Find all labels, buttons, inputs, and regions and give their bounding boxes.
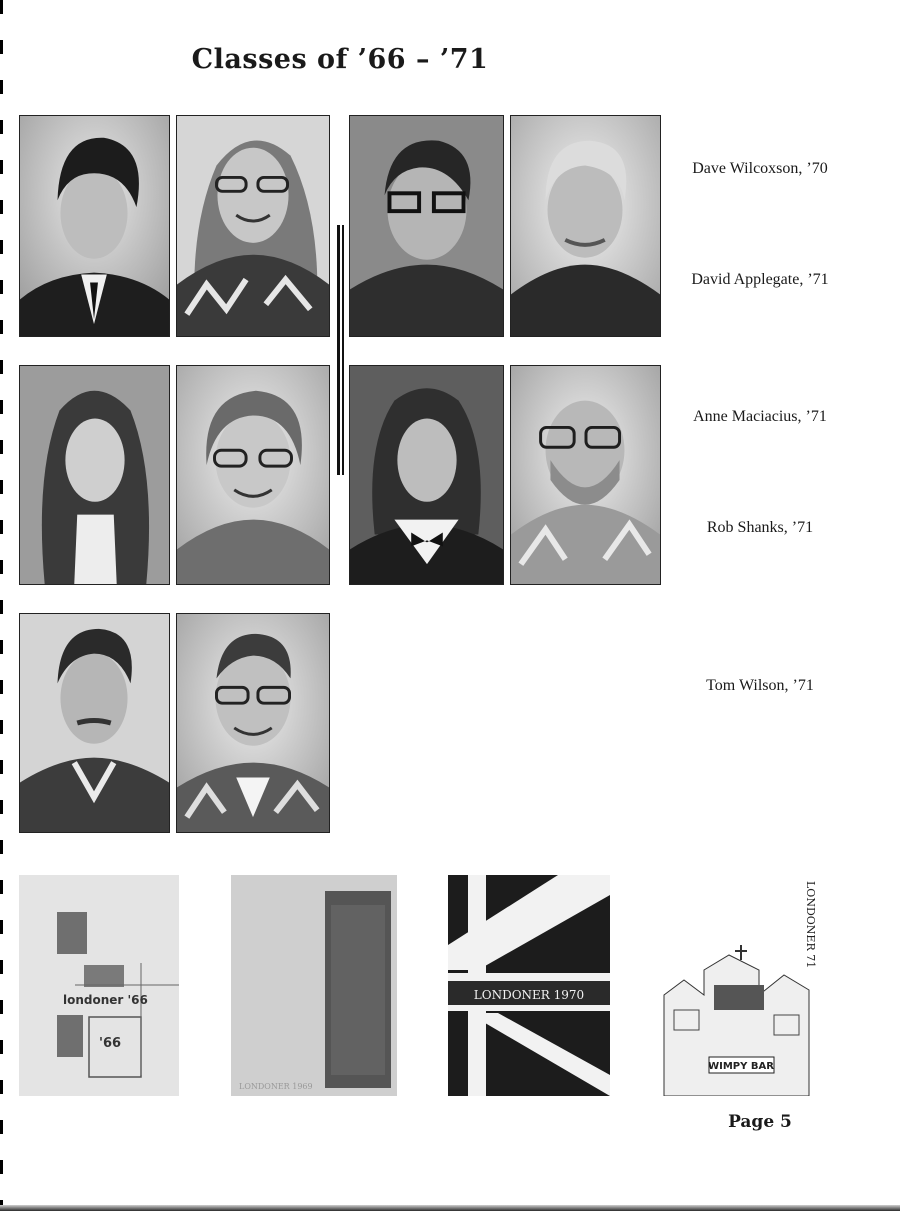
dave-wilcoxson-now-photo <box>176 115 330 337</box>
tom-wilson-then-photo <box>19 613 170 833</box>
alumni-caption-dave-wilcoxson: Dave Wilcoxson, ’70 <box>692 160 828 177</box>
rob-shanks-then-photo <box>349 365 504 585</box>
rob-shanks-now-photo <box>510 365 661 585</box>
david-applegate-then-photo <box>349 115 504 337</box>
alumni-caption-tom-wilson: Tom Wilson, ’71 <box>706 677 814 694</box>
yearbook-cover-1969 <box>231 875 397 1096</box>
column-divider <box>337 225 344 475</box>
alumni-caption-david-applegate: David Applegate, ’71 <box>691 271 829 288</box>
page-title: Classes of ’66 – ’71 <box>191 44 489 75</box>
cover-1969-title: LONDONER 1969 <box>239 1082 313 1091</box>
cover-1971-sign: WIMPY BAR <box>708 1061 774 1072</box>
yearbook-cover-1971 <box>659 875 829 1096</box>
page-number: Page 5 <box>728 1112 792 1132</box>
cover-1971-title: LONDONER 71 <box>804 881 817 969</box>
alumni-caption-rob-shanks: Rob Shanks, ’71 <box>706 519 814 536</box>
scan-bottom-edge <box>0 1205 900 1211</box>
cover-1966-year-box: '66 <box>99 1036 122 1051</box>
yearbook-cover-1970 <box>448 875 610 1096</box>
scan-edge-marks <box>0 0 3 1211</box>
yearbook-cover-1966 <box>19 875 179 1096</box>
david-applegate-now-photo <box>510 115 661 337</box>
dave-wilcoxson-then-photo <box>19 115 170 337</box>
anne-maciacius-then-photo <box>19 365 170 585</box>
cover-1970-title: LONDONER 1970 <box>473 988 585 1002</box>
tom-wilson-now-photo <box>176 613 330 833</box>
alumni-caption-anne-maciacius: Anne Maciacius, ’71 <box>693 408 827 425</box>
cover-1966-title: londoner '66 <box>63 993 148 1007</box>
anne-maciacius-now-photo <box>176 365 330 585</box>
